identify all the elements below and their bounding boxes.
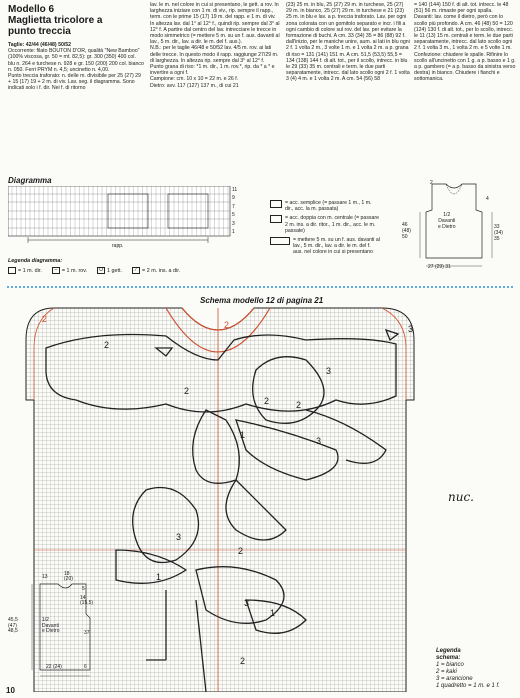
title-line-1: Modello 6 <box>8 4 55 15</box>
row-number: 3 <box>232 220 235 227</box>
zone-label: 2 <box>104 340 110 350</box>
zone-label: 1 <box>270 608 276 618</box>
zone-label: 3 <box>326 366 332 376</box>
blue-dot-divider <box>6 286 514 288</box>
symbol-legend <box>270 200 380 280</box>
legend-item: ⁄ = 2 m. ins. a dir. <box>132 267 180 274</box>
schema-top-height-right: 33 (34) 35 <box>494 224 503 242</box>
gauge-text: Campione: cm. 10 x 10 = 22 m. e 26 f. <box>150 76 239 83</box>
diagram-heading: Diagramma <box>8 176 52 185</box>
zone-label: 1 <box>240 430 246 440</box>
stitch-continued-text: lav. le m. nel colore in cui si presentano, le gett. a rov. In larghezza iniziare con 1 m. di viv., rip. sempre il rapp., term. con le prime 15 (17) 19 m. del rapp. e 1 m. di viv. In altezza lav. dal 1° al 12° f., quindi rip. sempre dal 3° al 12° f. A partire dal centro del lav. intrecciare le trecce in modo simmetrico (= mettere 5 m. su un f. aus. davanti al lav., 5 m. dir., lav. a dir. le m. del f. aus.). <box>150 2 280 46</box>
sizes-text: Taglie: 42/44 (46/48) 50/52 <box>8 42 72 48</box>
schema-legend-item: 3 = arancione <box>436 676 473 682</box>
legend-item: – = 1 m. rov. <box>52 267 87 274</box>
rice-stitch-text: Punto grana di riso: *1 m. dir., 1 m. rov.*, rip. da * a * e invertire a ogni f. <box>150 64 275 77</box>
article-title <box>8 4 148 37</box>
finishing-text: Confezione: chiudere le spalle. Rifinire lo scollo all'uncinetto con 1 g. a p. basso e 1 g. a p. gambero (= a p. basso da sinistra verso destra) in bianco. Chiudere i fianchi e sottomanica. <box>414 51 516 83</box>
schema-legend-heading: Legenda <box>436 648 461 654</box>
knit-symbol-icon <box>8 267 16 274</box>
purl-symbol-icon: – <box>52 267 60 274</box>
double-decrease-icon <box>270 215 282 223</box>
cable-symbol-icon <box>270 237 290 245</box>
zone-label: 2 <box>184 386 190 396</box>
schema-title: Schema modello 12 di pagina 21 <box>200 296 324 305</box>
left-schema-height: 45,5 (47) 48,5 <box>8 617 18 634</box>
schema-legend <box>436 648 516 690</box>
back-continued-text: (23) 25 m. in blu, 25 (27) 29 m. in turchese, 25 (27) 29 m. in bianco, 25 (27) 29 m. in turchese e 21 (23) 25 m. in blu e lav. a p. treccia traforato. Lav. per ogni zona colorata con un gomitolo separato e incr. i fili a ogni cambio di colore sul rov. del lav. per evitare la formazione di buchi. A cm. 33 (34) 35 = 86 (88) 92 f. dall'inizio, per le maniche unire, aum. ai lati in blu ogni 2 f. 1 volta 2 m., 3 volte 1 m. e 1 volta 2 m. a p. grana di riso = 131 (141) 151 m. A cm. 51,5 (53,5) 55,5 = 134 (138) 144 f. di alt. tot., per il scollo, intrecc. in blu le 29 (33) 35 m. centrali e term. le due parti separatamente, intrecc. dal lato scollo ogni 2 f. 1 volta 3 (4) 4 m. e 1 volta 2 m. A cm. 54 (56) 58 <box>286 2 410 83</box>
left-schema-dim: 37 <box>84 630 90 636</box>
nb-text: N.B.: per le taglie 46/48 e 50/52 lav. 4/5 m. rov. ai lati delle trecce. In questo modo il rapp. raggiunge 27/29 m. di larghezza. In altezza rip. sempre dal 3° al 12° f. <box>150 45 279 64</box>
yarn-over-icon: U <box>97 267 105 274</box>
shoulder-text: = 140 (144) 150 f. di alt. tot. intrecc. le 48 (51) 56 m. rimaste per ogni spalla. <box>414 2 509 15</box>
legend-item: U 1 gett. <box>97 267 122 274</box>
diagram-legend-heading: Legenda diagramma: <box>8 258 63 264</box>
left-schema-dim: 14 (15,5) <box>80 595 94 606</box>
zone-label: 2 <box>224 320 230 330</box>
schema-top-height-left: 46 (48) 50 <box>402 222 411 240</box>
schema-legend-heading-2: schema: <box>436 655 461 661</box>
legend-item: = 1 m. dir. <box>8 267 42 274</box>
stitch-diagram <box>8 186 248 248</box>
left-schema-dim: 6 <box>84 664 87 670</box>
stitch-text: Punto treccia traforato: n. delle m. divisibile per 25 (27) 29 + 15 (17) 19 + 2 m. di viv. Lav. seg. il diagramma. Sono indicati solo i f. dir. Nei f. di ritorno <box>8 73 141 92</box>
left-schema-label: 1/2 Davanti e Dietro <box>42 617 60 634</box>
diagram-row-numbers <box>232 186 237 236</box>
front-text: Davanti: lav. come il dietro, però con lo scollo più profondo. A cm. 46 (48) 50 = 120 (124) 130 f. di alt. tot., per lo scollo, intrecc. le 11 (13) 15 m. centrali e term. le due parti separatamente, intrecc. dal lato scollo ogni 2 f. 1 volta 3 m., 1 volta 2 m. e 5 volte 1 m. <box>414 14 514 52</box>
schema-legend-item: 1 = bianco <box>436 662 464 668</box>
title-line-3: punto treccia <box>8 26 71 37</box>
title-line-2: Maglietta tricolore a <box>8 15 103 26</box>
legend-row-ssk: = acc. semplice (= passare 1 m., 1 m. dir., acc. la m. passata) <box>270 200 380 212</box>
schema-top-width: 27 (29) 31 <box>428 264 451 270</box>
left-schema-dim: 5 <box>82 586 85 592</box>
zone-label: 2 <box>264 396 270 406</box>
left-schema-width: 22 (24) <box>46 664 62 670</box>
zone-label: 2 <box>238 546 244 556</box>
text-column-1 <box>8 42 144 162</box>
zone-label: 3 <box>316 436 322 446</box>
zone-label: 3 <box>408 324 414 334</box>
designer-signature: nuc. <box>448 490 474 504</box>
schema-legend-item: 1 quadretto = 1 m. e 1 f. <box>436 683 500 689</box>
zone-label: 2 <box>296 400 302 410</box>
left-schema-dim: 18 (20) <box>64 571 73 582</box>
row-number: 1 <box>232 229 235 236</box>
page-number: 10 <box>6 686 15 695</box>
zone-label: 2 <box>42 314 48 324</box>
k2tog-icon: ⁄ <box>132 267 140 274</box>
text-column-4 <box>414 2 516 130</box>
back-text: Dietro: avv. 117 (127) 137 m., di cui 21 <box>150 82 239 89</box>
zone-label: 1 <box>156 572 162 582</box>
schema-top-dim: 4 <box>486 196 489 202</box>
row-number: 9 <box>232 195 235 202</box>
diagram-legend <box>8 267 248 274</box>
row-number: 7 <box>232 203 235 210</box>
text-column-3 <box>286 2 410 170</box>
row-number: 11 <box>232 187 238 193</box>
row-number: 5 <box>232 212 235 219</box>
legend-row-cable: = mettere 5 m. su un f. aus. davanti al lav., 5 m. dir., lav. a dir. le m. del f. aus. nel colore in cui si presentano <box>270 237 380 256</box>
schema-top-shoulder: 2 <box>430 180 433 186</box>
repeat-label: rapp. <box>112 243 124 249</box>
zone-label: 3 <box>176 532 182 542</box>
zone-label: 3 <box>244 598 250 608</box>
ssk-symbol-icon <box>270 200 282 208</box>
legend-row-double-dec: = acc. doppia con m. centrale (= passare 2 m. ins. a dir. ritor., 1 m. dir., acc. le m. passate) <box>270 215 380 234</box>
left-schema-dim: 13 <box>42 574 48 580</box>
zone-label: 2 <box>240 656 246 666</box>
schema-top-label: 1/2 Davanti e Dietro <box>438 212 456 230</box>
text-column-2 <box>150 2 280 172</box>
materials-text: Occorrente: filato BOUTON D'OR, qualità "New Bamboo" (100% viscosa, gr. 50 = mt. 82,5): gr. 300 (350) 400 col. blu n. 264 e turchese n. 928 e gr. 150 (200) 200 col. bianco n. 050. Ferri PRYM n. 4,5; uncinetto n. 4,00. <box>8 48 144 73</box>
schema-legend-item: 2 = kaki <box>436 669 457 675</box>
